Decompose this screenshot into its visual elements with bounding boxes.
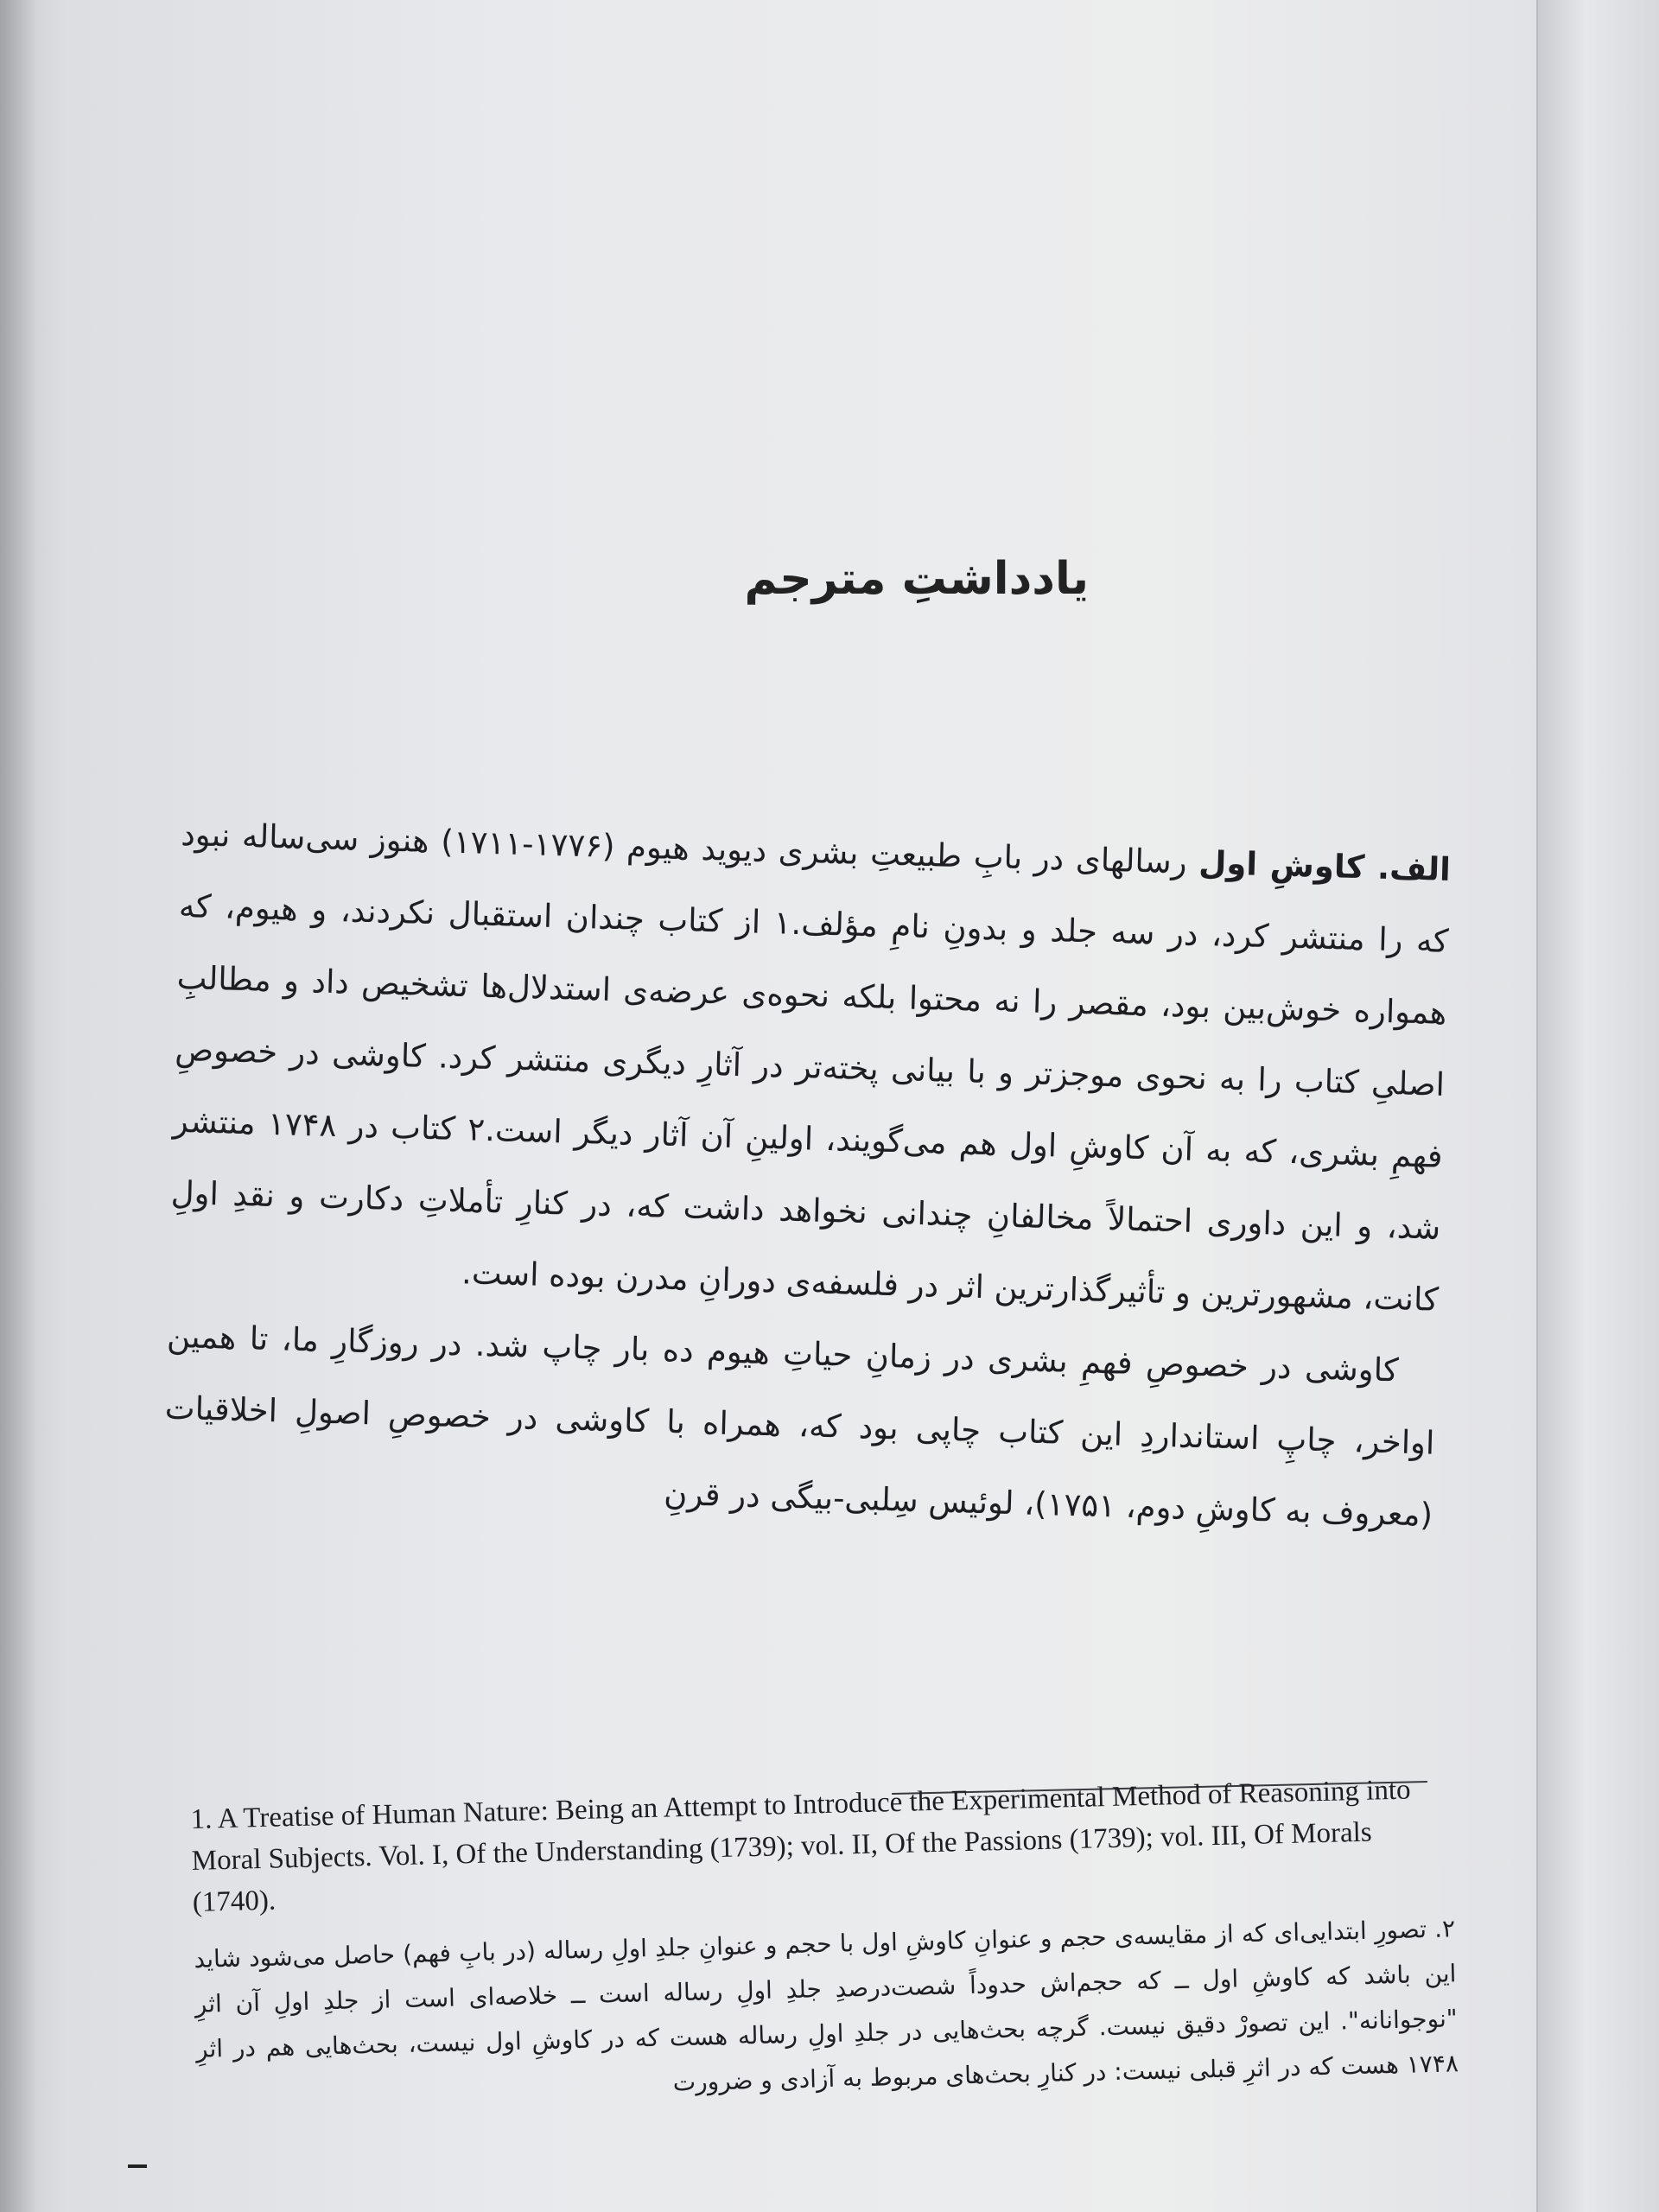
paragraph-2 [162, 1300, 1437, 1551]
footnote-1: 1. A Treatise of Human Nature: Being an Attempt to Introduce the Experimental Method of Reasoning into Moral Subjects. Vol. I, Of the Understanding (1739); vol. II, Of the Passions (1739); vol. III, Of Morals (1740). [190, 1774, 1411, 1918]
section-heading: الف. کاوشِ اول [1198, 843, 1452, 888]
paragraph-1 [168, 798, 1452, 1336]
margin-mark [128, 2164, 147, 2168]
page-edge-right [1536, 0, 1659, 2212]
book-page [164, 0, 1459, 2212]
body-text [162, 798, 1452, 1551]
paragraph-2-text: کاوشی در خصوصِ فهمِ بشری در زمانِ حیاتِ هیوم ده بار چاپ شد. در روزگارِ ما، تا همین اواخر، چاپِ استانداردِ این کتاب چاپی بود که، همراه با کاوشی در خصوصِ اصولِ اخلاقیات (معروف به کاوشِ دوم، ۱۷۵۱)، لوئیس سِلبی-بیگی در قرنِ [164, 1317, 1435, 1534]
footnotes [190, 1768, 1459, 2117]
page-shadow-left [0, 0, 35, 2212]
footnote-2: ۲. تصورِ ابتدایی‌ای که از مقایسه‌ی حجم و عنوانِ کاوشِ اول با حجم و عنوانِ جلدِ اولِ رساله (در بابِ فهم) حاصل می‌شود شاید این باشد که کاوشِ اول ــ که حجم‌اش حدوداً شصت‌درصدِ جلدِ اولِ رساله است ــ خلاصه‌ای است از جلدِ اولِ آن اثرِ "نوجوانانه". این تصورْ دقیق نیست. گرچه بحث‌هایی در جلدِ اولِ رساله هست که در کاوشِ اول نیست، بحث‌هایی هم در اثرِ ۱۷۴۸ هست که در اثرِ قبلی نیست: در کنارِ بحث‌های مربوط به آزادی و ضرورت [194, 1914, 1459, 2097]
paragraph-1-text: رسالهای در بابِ طبیعتِ بشری دیوید هیوم (۱۷۷۶-۱۷۱۱) هنوز سی‌ساله نبود که را منتشر کرد، در سه جلد و بدونِ نامِ مؤلف.۱ از کتاب چندان استقبال نکردند، و هیوم، که همواره خوش‌بین بود، مقصر را نه محتوا بلکه نحوه‌ی عرضه‌ی استدلال‌ها تشخیص داد و مطالبِ اصلیِ کتاب را به نحوی موجزتر و با بیانی پخته‌تر در آثارِ دیگری منتشر کرد. کاوشی در خصوصِ فهمِ بشری، که به آن کاوشِ اول هم می‌گویند، اولینِ آن آثار دیگر است.۲ کتاب در ۱۷۴۸ منتشر شد، و این داوری احتمالاً مخالفانِ چندانی نخواهد داشت که، در کنارِ تأملاتِ دکارت و نقدِ اولِ کانت، مشهورترین و تأثیرگذارترین اثر در فلسفه‌ی دورانِ مدرن بوده است. [170, 815, 1450, 1319]
page-title: یادداشتِ مترجم [744, 553, 1089, 605]
